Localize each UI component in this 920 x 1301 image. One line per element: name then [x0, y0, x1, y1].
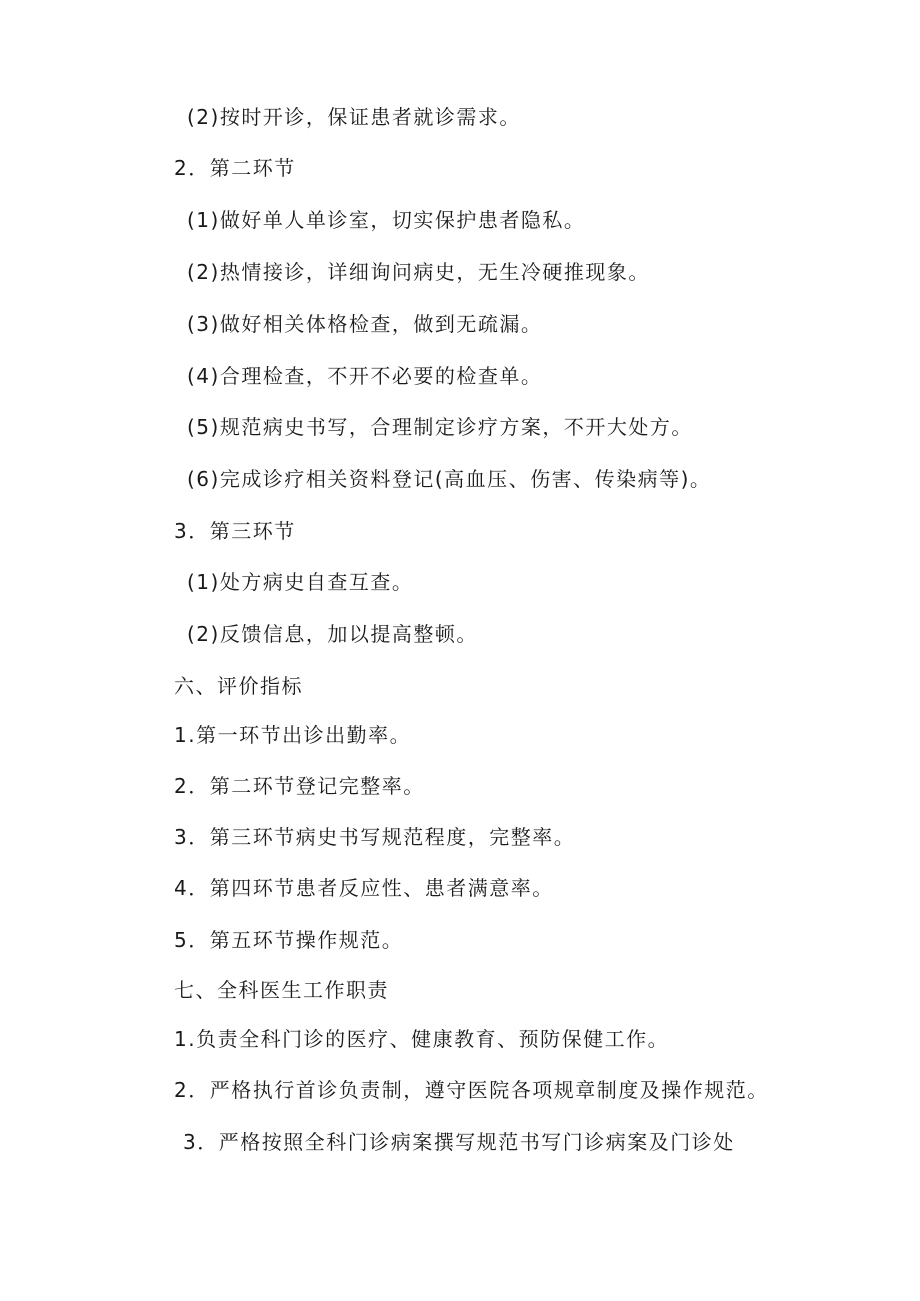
text-line: (3)做好相关体格检查，做到无疏漏。	[187, 312, 543, 336]
text-line: (2)按时开诊，保证患者就诊需求。	[187, 105, 521, 129]
text-line: 1.负责全科门诊的医疗、健康教育、预防保健工作。	[174, 1027, 670, 1051]
text-line: 1.第一环节出诊出勤率。	[174, 723, 412, 747]
text-line: (1)处方病史自查互查。	[187, 570, 414, 594]
text-line: 5．第五环节操作规范。	[174, 928, 404, 952]
chapter-heading: 七、全科医生工作职责	[174, 978, 389, 1002]
text-line: (2)热情接诊，详细询问病史，无生冷硬推现象。	[187, 260, 650, 284]
text-line: 2．严格执行首诊负责制，遵守医院各项规章制度及操作规范。	[174, 1078, 769, 1102]
section-heading: 3．第三环节	[174, 519, 296, 543]
text-line: (6)完成诊疗相关资料登记(高血压、伤害、传染病等)。	[187, 467, 712, 491]
text-line: (5)规范病史书写，合理制定诊疗方案，不开大处方。	[187, 415, 693, 439]
text-line: 4．第四环节患者反应性、患者满意率。	[174, 876, 554, 900]
chapter-heading: 六、评价指标	[174, 674, 303, 698]
section-heading: 2．第二环节	[174, 156, 296, 180]
text-line: 2．第二环节登记完整率。	[174, 774, 425, 798]
text-line: 3．严格按照全科门诊病案撰写规范书写门诊病案及门诊处	[183, 1130, 735, 1154]
text-line: (1)做好单人单诊室，切实保护患者隐私。	[187, 208, 586, 232]
text-line: 3．第三环节病史书写规范程度，完整率。	[174, 825, 576, 849]
text-line: (2)反馈信息，加以提高整顿。	[187, 622, 478, 646]
text-line: (4)合理检查，不开不必要的检查单。	[187, 364, 543, 388]
